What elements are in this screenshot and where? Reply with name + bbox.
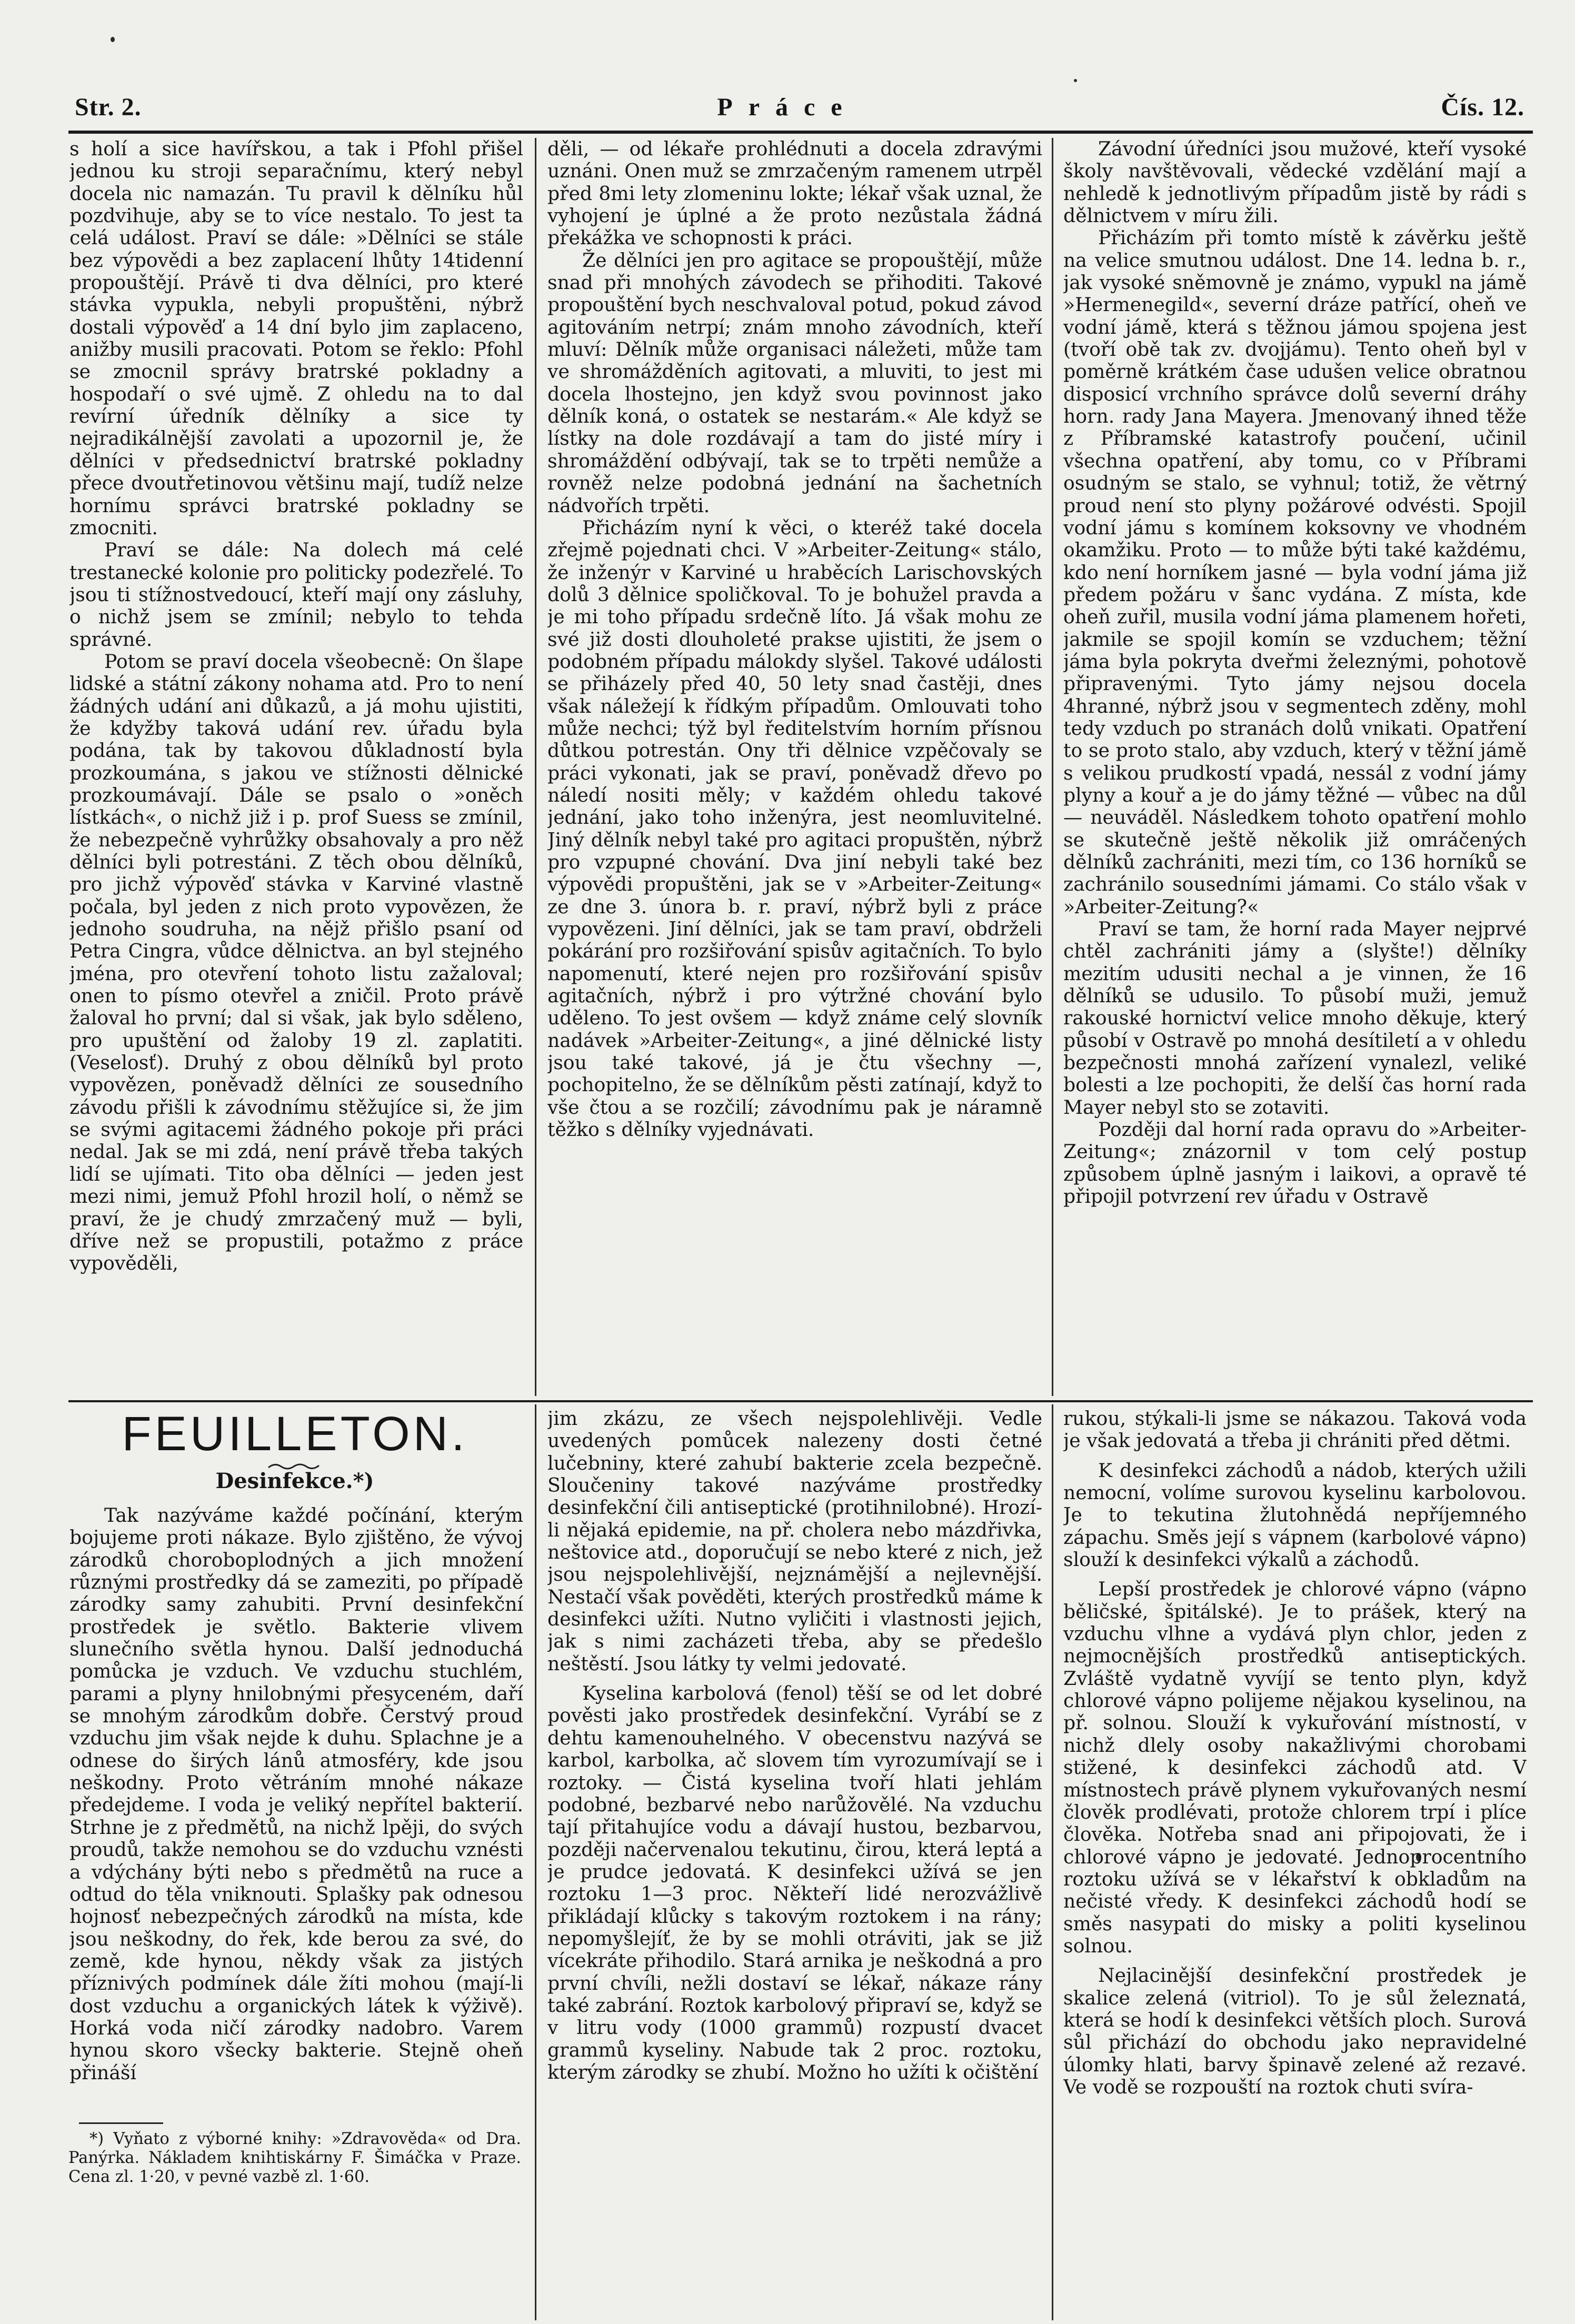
page-number: Str. 2. <box>75 93 142 121</box>
paragraph: jim zkázu, ze všech nejspolehlivěji. Vedle uvedených pomůcek nalezeny dosti četné lučebniny, které zahubí bakterie zcela bezpečně. Sloučeniny takové nazýváme prostředky desinfekční čili antiseptické (protihnilobné). Hrozí-li nějaká epidemie, na př. cholera nebo mázdřivka, neštovice atd., doporučují se nebo které z nich, jež jsou nejspolehlivější, nejznámější a nejlevnější. Nestačí však pověděti, kterých prostředků máme k desinfekci užíti. Nutno vyličiti i vlastnosti jejich, jak s nimi zacházeti třeba, aby se předešlo neštěstí. Jsou látky ty velmi jedovaté. <box>547 1408 1042 1675</box>
paragraph: Potom se praví docela všeobecně: On šlape lidské a státní zákony nohama atd. Pro to není žádných udání ani důkazů, a já mohu ujistiti, že kdyžby taková udání rev. úřadu byla podána, tak by takovou důkladností byla prozkoumána, s jakou ve stížnosti dělnické prozkoumávají. Dále se psalo o »oněch lístkách«, o nichž již i p. prof Suess se zmínil, že nebezpečně vyhrůžky obsahovaly a pro něž dělníci byli potrestáni. Z těch obou dělníků, pro jichž výpověď stávka v Karviné vlastně počala, byl jeden z nich proto vypovězen, že jednoho soudruha, na nějž přišlo psaní od Petra Cingra, vůdce dělnictva. an byl stejného jména, pro otevření tohoto listu zažaloval; onen to písmo otevřel a zničil. Proto právě žaloval ho první; dal si však, jak bylo sděleno, pro upuštění od žaloby 19 zl. zaplatiti. (Veselosť). Druhý z obou dělníků byl proto vypovězen, poněvadž dělníci ze sousedního závodu přišli k závodnímu stěžujíce si, že jim se svými agitacemi žádného pokoje při práci nedal. Jak se mi zdá, není právě třeba takých lidí se ujímati. Tito oba dělníci — jeden jest mezi nimi, jemuž Pfohl hrozil holí, o němž se praví, že je chudý zmrzačený muž — byli, dříve než se propustili, potažmo z práce vypověděli, <box>69 650 523 1275</box>
ink-speck <box>111 37 115 42</box>
paragraph: Lepší prostředek je chlorové vápno (vápno běličské, špitálské). Je to prášek, který na vzduchu vlhne a vydává plyn chlor, jeden z nejmocnějších prostředků antiseptických. Zvláště vydatně vyvíjí se tento plyn, když chlorové vápno polijeme nějakou kyselinou, na př. solnou. Slouží k vykuřování místností, v nichž dlely osoby nakažlivými chorobami stižené, k desinfekci záchodů atd. V místnostech právě plynem vykuřovaných nesmí člověk prodlévati, protože chlorem trpí i plíce člověka. Notřeba snad ani připojovati, že i chlorové vápno je jedovaté. Jednoprocentního roztoku užívá se v lékařství k obkladům na nečisté vředy. K desinfekci záchodů hodí se směs nasypati do misky a politi kyselinou solnou. <box>1063 1578 1527 1957</box>
article-title: Desinfekce.*) <box>215 1469 374 1493</box>
ink-speck <box>1074 79 1077 82</box>
paragraph: Tak nazýváme každé počínání, kterým bojujeme proti nákaze. Bylo zjištěno, že vývoj zárodků choroboplodných a jich množení různými prostředky dá se zameziti, po případě zárodky samy zahubiti. První desinfekční prostředek je světlo. Bakterie vlivem slunečního světla hynou. Další jednoduchá pomůcka je vzduch. Ve vzduchu stuchlém, parami a plyny hnilobnými přesyceném, daří se mnohým zárodkům dobře. Čerstvý proud vzduchu jim však nejde k duhu. Splachne je a odnese do širých lánů atmosféry, kde jsou neškodny. Proto větráním mnohé nákaze předejdeme. I voda je veliký nepřítel bakterií. Strhne je z předmětů, na nichž lpěji, do svých proudů, takže nemohou se do vzduchu vznésti a vdýchány býti nebo s předmětů na ruce a odtud do těla vniknouti. Splašky pak odnesou hojnosť nebezpečných zárodků na místa, kde jsou neškodny, do řek, kde berou za své, do země, kde hynou, někdy však za jistých příznivých podmínek dále žíti mohou (mají-li dost vzduchu a organických látek k výživě). Horká voda ničí zárodky nadobro. Varem hynou skoro všecky bakterie. Stejně oheň přináší <box>69 1504 523 2084</box>
paragraph: K desinfekci záchodů a nádob, kterých užili nemocní, volíme surovou kyselinu karbolovou. Je to tekutina žlutohnědá nepříjemného zápachu. Směs její s vápnem (karbolové vápno) slouží k desinfekci výkalů a záchodů. <box>1063 1459 1527 1571</box>
column-rule <box>1052 1404 1053 2320</box>
footnote <box>68 2130 521 2187</box>
paragraph: Nejlacinější desinfekční prostředek je skalice zelená (vitriol). To je sůl železnatá, která se hodí k desinfekci větších ploch. Surová sůl přichází do obchodu jako nepravidelné úlomky hlati, barvy špinavě zelené až rezavé. Ve vodě se rozpouští na roztok chuti svíra- <box>1063 1964 1527 2098</box>
footnote-rule <box>79 2122 163 2124</box>
issue-number: Čís. 12. <box>1441 93 1524 121</box>
feuilleton-column-1 <box>69 1504 523 2115</box>
paragraph: Později dal horní rada opravu do »Arbeiter-Zeitung«; znázornil v tom celý postup způsobem úplně jasným i laikovi, a opravě té připojil potvrzení rev úřadu v Ostravě <box>1063 1118 1527 1208</box>
paragraph: děli, — od lékaře prohlédnuti a docela zdravými uznáni. Onen muž se zmrzačeným ramenem utrpěl před 8mi lety zlomeninu lokte; lékař však uznal, že vyhojení je úplné a že proto nezůstala žádná překážka ve schopnosti k práci. <box>547 138 1042 250</box>
masthead-title: Práce <box>717 93 858 121</box>
paragraph: Praví se dále: Na dolech má celé trestanecké kolonie pro politicky podezřelé. To jsou ti stížnostvedoucí, kteří mají ony zásluhy, o nichž jsem se zmínil; nebylo to tehda správné. <box>69 538 523 651</box>
top-column-1 <box>69 138 523 1396</box>
section-rule <box>68 1400 1533 1402</box>
paragraph: Praví se tam, že horní rada Mayer nejprvé chtěl zachrániti jámy a (slyšte!) dělníky mezitím udusiti nechal a je vinnen, že 16 dělníků se udusilo. To působí muži, jemuž rakouské hornictví velice mnoho děkuje, který působí v Ostravě po mnohá desítiletí a v ohledu bezpečnosti mnohá zařízení vynalezl, veliké bolesti a lze pochopiti, že delší čas horní rada Mayer nebyl sto se zotaviti. <box>1063 917 1527 1119</box>
paragraph: s holí a sice havířskou, a tak i Pfohl přišel jednou ku stroji separačnímu, který nebyl docela nic namazán. Tu pravil k dělníku hůl pozdvihuje, aby se to více nestalo. To jest ta celá událost. Praví se dále: »Dělníci se stále bez výpovědi a bez zaplacení lhůty 14tidenní propouštějí. Právě ti dva dělníci, pro které stávka vypukla, nebyli propuštěni, nýbrž dostali výpověď a 14 dní bylo jim zaplaceno, anižby musili pracovati. Potom se řeklo: Pfohl se zmocnil správy bratrské pokladny a hospodaří o své ujmě. Z ohledu na to dal revírní úředník dělníky a sice ty nejradikálnější zavolati a upozornil je, že dělníci v předsednictví bratrské pokladny přece dvoutřetinovou většinu mají, tudíž nelze hornímu správci bratrské pokladny se zmocniti. <box>69 138 523 539</box>
column-rule <box>535 1404 536 2320</box>
top-column-3 <box>1063 138 1527 1396</box>
feuilleton-heading: FEUILLETON. <box>122 1407 468 1461</box>
paragraph: Kyselina karbolová (fenol) těší se od let dobré pověsti jako prostředek desinfekční. Vyrábí se z dehtu kamenouhelného. V obecenstvu nazývá se karbol, karbolka, ač slovem tím vyrozumívají se i roztoky. — Čistá kyselina tvoří hlati jehlám podobné, bezbarvé nebo narůžovělé. Na vzduchu tají přitahujíce vodu a dávají hustou, bezbarvou, později načervenalou tekutinu, čirou, která leptá a je prudce jedovatá. K desinfekci užívá se jen roztoku 1—3 proc. Někteří lidé nerozvážlivě přikládají klůcky s takovým roztokem i na rány; nepomyšlejíť, že by se mohli otráviti, jak se již vícekráte přihodilo. Stará arnika je neškodná a pro první chvíli, nežli dostaví se lékař, nákaze rány také zabrání. Roztok karbolový připraví se, když se v litru vody (1000 grammů) rozpustí dvacet grammů kyseliny. Nabude tak 2 proc. roztoku, kterým zárodky se zhubí. Možno ho užíti k očištění <box>547 1682 1042 2083</box>
paragraph: Závodní úředníci jsou mužové, kteří vysoké školy navštěvovali, vědecké vzdělání mají a nehledě k jednotlivým případům jistě by rádi s dělnictvem v míru žili. <box>1063 138 1527 227</box>
paragraph: Přicházím nyní k věci, o kteréž také docela zřejmě pojednati chci. V »Arbeiter-Zeitung« stálo, že inženýr v Karviné u hraběcích Larischovských dolů 3 dělnice spoličkoval. To je bohužel pravda a je mi toho případu srdečně líto. Já však mohu ze své již dosti dlouholeté prakse ujistiti, že jsem o podobném případu málokdy slyšel. Takové události se přiházely před 40, 50 lety snad častěji, dnes však náležejí k řídkým případům. Omlouvati toho může nechci; týž byl ředitelstvím horním přísnou důtkou potrestán. Ony tři dělnice vzpěčovaly se práci vykonati, jak se praví, poněvadž dřevo po náledí nositi měly; v každém ohledu takové jednání, jako toho inženýra, jest neomluvitelné. Jiný dělník nebyl také pro agitaci propuštěn, nýbrž pro vzpupné chování. Dva jiní nebyli také bez výpovědi propuštěni, jak se v »Arbeiter-Zeitung« ze dne 3. února b. r. praví, nýbrž byli z práce vypovězeni. Jiní dělníci, jak se tam praví, obdrželi pokárání pro rozšiřování spisův agitačních. To bylo napomenutí, které nejen pro rozšiřování spisův agitačních, nýbrž i pro výtržné chování bylo uděleno. To jest ovšem — když známe celý slovník nadávek »Arbeiter-Zeitung«, a jiné dělnické listy jsou také takové, já je čtu všechny —, pochopitelno, že se dělníkům pěsti zatínají, když to vše čtou a se rozčilí; závodnímu pak je náramně těžko s dělníky vyjednávati. <box>547 516 1042 1141</box>
feuilleton-column-2 <box>547 1408 1042 2318</box>
paragraph: Přicházím při tomto místě k závěrku ještě na velice smutnou událost. Dne 14. ledna b. r., jak vysoké sněmovně je známo, vypukl na jámě »Hermenegild«, severní dráze patřící, oheň ve vodní jámě, která s těžnou jámou spojena jest (tvoří obě tak zv. dvojjámu). Tento oheň byl v poměrně krátkém čase udušen velice obratnou disposicí vrchního správce dolů severní dráhy horn. rady Jana Mayera. Jmenovaný ihned těže z Příbramské katastrofy poučení, učinil všechna opatření, aby tomu, co v Příbrami osudným se stalo, se vyhnul; totiž, že větrný proud není sto plyny požárové odvésti. Spojil vodní jámu s komínem koksovny ve vhodném okamžiku. Proto — to může býti také každému, kdo není horníkem jasné — byla vodní jáma již předem požáru v šanc vydána. Z místa, kde oheň zuřil, musila vodní jáma plamenem hořeti, jakmile se spojil komín se vzduchem; těžní jáma byla pokryta dveřmi železnými, pohotově připravenými. Tyto jámy nejsou docela 4hranné, nýbrž jsou v segmentech zděny, mohl tedy vzduch po stranách dolů vnikati. Opatření to se proto stalo, aby vzduch, který v těžní jámě s velikou prudkostí vpadá, nessál z vodní jámy plyny a kouř a je do jámy těžné — vůbec na důl — neuváděl. Následkem tohoto opatření mohlo se skutečně ještě několik již omráčených dělníků zachrániti, mezi tím, co 136 horníků se zachránilo sousedními jámami. Co stálo však v »Arbeiter-Zeitung?« <box>1063 226 1527 918</box>
column-rule <box>535 138 536 1396</box>
header-rule <box>68 131 1533 134</box>
paragraph: rukou, stýkali-li jsme se nákazou. Taková voda je však jedovatá a třeba ji chrániti před dětmi. <box>1063 1408 1527 1452</box>
column-rule <box>1052 138 1053 1396</box>
footnote-text: *) Vyňato z výborné knihy: »Zdravověda« od Dra. Panýrka. Nákladem knihtiskárny F. Šimáčka v Praze. Cena zl. 1·20, v pevné vazbě zl. 1·60. <box>68 2130 521 2186</box>
paragraph: Že dělníci jen pro agitace se propouštějí, může snad při mnohých závodech se přihoditi. Takové propouštění bych neschvaloval potud, pokud závod agitováním netrpí; znám mnoho závodních, kteří mluví: Dělník může organisaci náležeti, může tam ve shromážděních agitovati, a mluviti, to jest mi docela lhostejno, jen když svou povinnost jako dělník koná, o ostatek se nestarám.« Ale když se lístky na dole rozdávají a tam do jisté míry i shromáždění odbývají, tak se to trpěti nemůže a rovněž nelze podobná jednání na šachetních nádvořích trpěti. <box>547 248 1042 517</box>
feuilleton-column-3 <box>1063 1408 1527 2318</box>
top-column-2 <box>547 138 1042 1396</box>
